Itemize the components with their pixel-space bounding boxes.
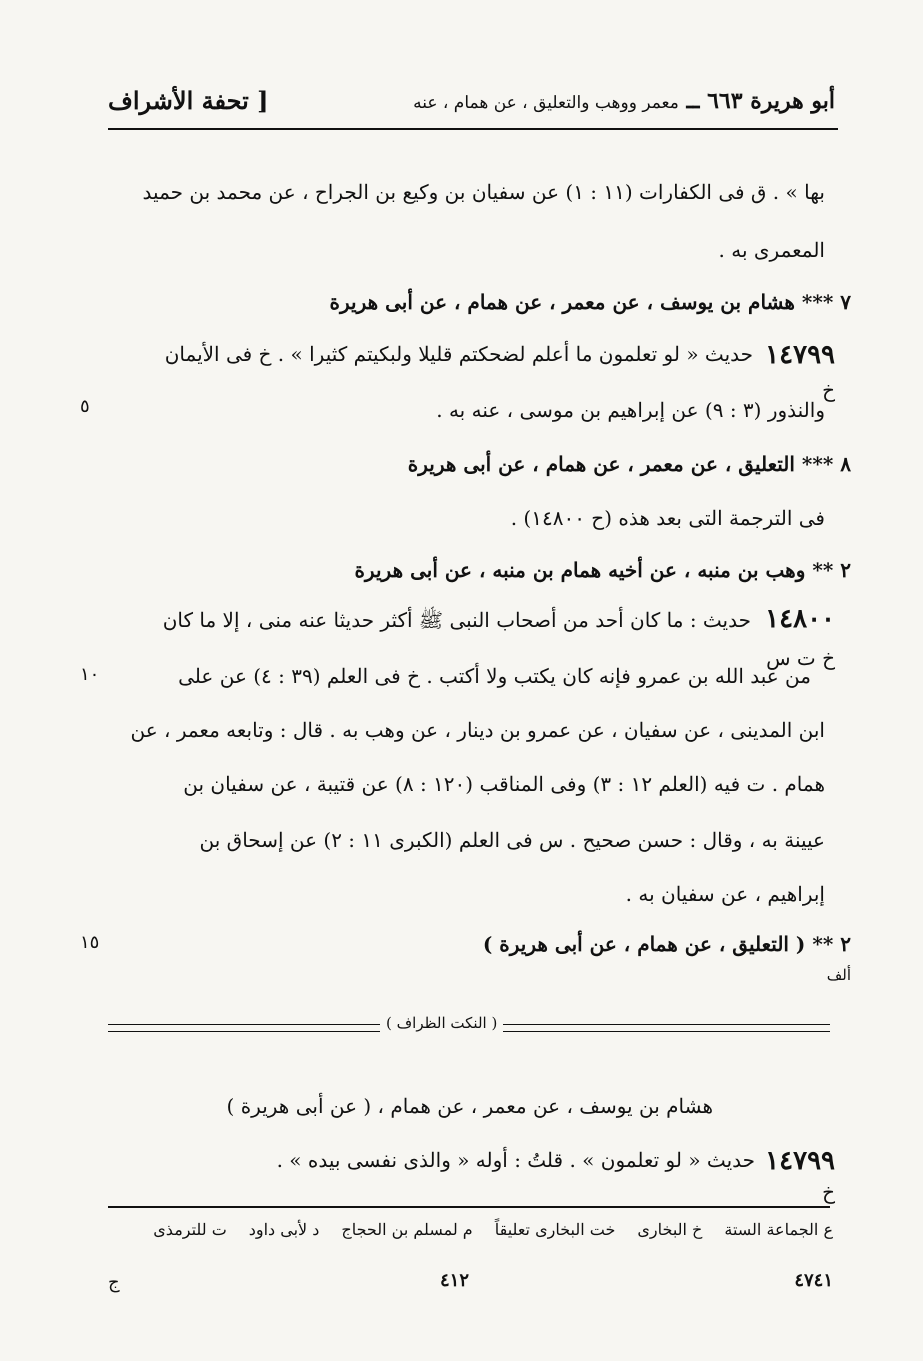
source-symbol: خ [822,378,835,402]
source-symbol: خ [822,1180,835,1204]
isnad-heading [408,452,851,476]
isnad-marker: ٧ *** [801,290,851,314]
legend-item: ت للترمذى [153,1220,227,1239]
source-symbols: خ ت س [766,646,835,670]
page-header-left: [ تحفة الأشراف [108,86,269,115]
page-header-right [413,88,835,114]
header-rule [108,128,838,130]
nukat-heading: ( النكت الظراف ) [380,1014,503,1032]
isnad-chain: ( التعليق ، عن همام ، عن أبى هريرة ) [482,932,806,956]
hadith-text: ابن المدينى ، عن سفيان ، عن عمرو بن دينار ، عن وهب به . قال : وتابعه معمر ، عن [130,718,825,742]
hadith-text: حديث : ما كان أحد من أصحاب النبى ﷺ أكثر حديثا عنه منى ، إلا ما كان [162,608,751,632]
hadith-number: ١٤٨٠٠ [765,604,835,634]
hadith-text: عيينة به ، وقال : حسن صحيح . س فى العلم (الكبرى ١١ : ٢) عن إسحاق بن [199,828,825,852]
hadith-text: حديث « لو تعلمون ما أعلم لضحكتم قليلا ولبكيتم كثيرا » . خ فى الأيمان [164,342,753,366]
volume-letter: ج [108,1272,120,1293]
hadith-text: من عبد الله بن عمرو فإنه كان يكتب ولا أكتب . خ فى العلم (٣٩ : ٤) عن على [178,664,811,688]
legend-rule [108,1206,830,1208]
isnad-marker: ٢ ** [812,558,851,582]
isnad-chain: التعليق ، عن معمر ، عن همام ، عن أبى هريرة [407,452,795,476]
body-line: المعمرى به . [718,238,825,262]
isnad-heading [483,932,851,956]
header-title: أبو هريرة ٦٦٣ ــ [686,88,835,114]
page-number: ٤١٢ [440,1270,470,1291]
cross-reference: فى الترجمة التى بعد هذه (ح ١٤٨٠٠) . [510,506,825,530]
volume-number: ٤٧٤١ [794,1270,833,1291]
hadith-number: ١٤٧٩٩ [765,340,835,370]
hadith-text: والنذور (٣ : ٩) عن إبراهيم بن موسى ، عنه به . [436,398,825,422]
isnad-chain: وهب بن منبه ، عن أخيه همام بن منبه ، عن أبى هريرة [354,558,806,582]
legend-item: خ البخارى [637,1220,703,1239]
nukat-text: حديث « لو تعلمون » . قلتُ : أوله « والذى نفسى بيده » . [276,1148,755,1172]
hadith-text: همام . ت فيه (العلم ١٢ : ٣) وفى المناقب (١٢٠ : ٨) عن قتيبة ، عن سفيان بن [183,772,825,796]
body-line: بها » . ق فى الكفارات (١١ : ١) عن سفيان بن وكيع بن الجراح ، عن محمد بن حميد [142,180,825,204]
isnad-marker: ٢ ** [812,932,851,956]
line-number-10: ١٠ [80,664,100,685]
hadith-number: ١٤٧٩٩ [765,1146,835,1176]
symbol-legend [153,1220,833,1239]
hadith-text: إبراهيم ، عن سفيان به . [625,882,825,906]
isnad-sub-marker: ألف [826,966,851,984]
isnad-heading [330,290,851,314]
isnad-heading [354,558,851,582]
nukat-chain: هشام بن يوسف ، عن معمر ، عن همام ، ( عن أبى هريرة ) [226,1094,713,1118]
legend-item: ع الجماعة الستة [724,1220,833,1239]
line-number-5: ٥ [80,396,90,417]
legend-item: م لمسلم بن الحجاج [341,1220,473,1239]
legend-item: خت البخارى تعليقاً [494,1220,616,1239]
header-subtitle: معمر ووهب والتعليق ، عن همام ، عنه [413,93,679,113]
isnad-chain: هشام بن يوسف ، عن معمر ، عن همام ، عن أبى هريرة [329,290,795,314]
isnad-marker: ٨ *** [801,452,851,476]
line-number-15: ١٥ [80,932,100,953]
legend-item: د لأبى داود [248,1220,320,1239]
